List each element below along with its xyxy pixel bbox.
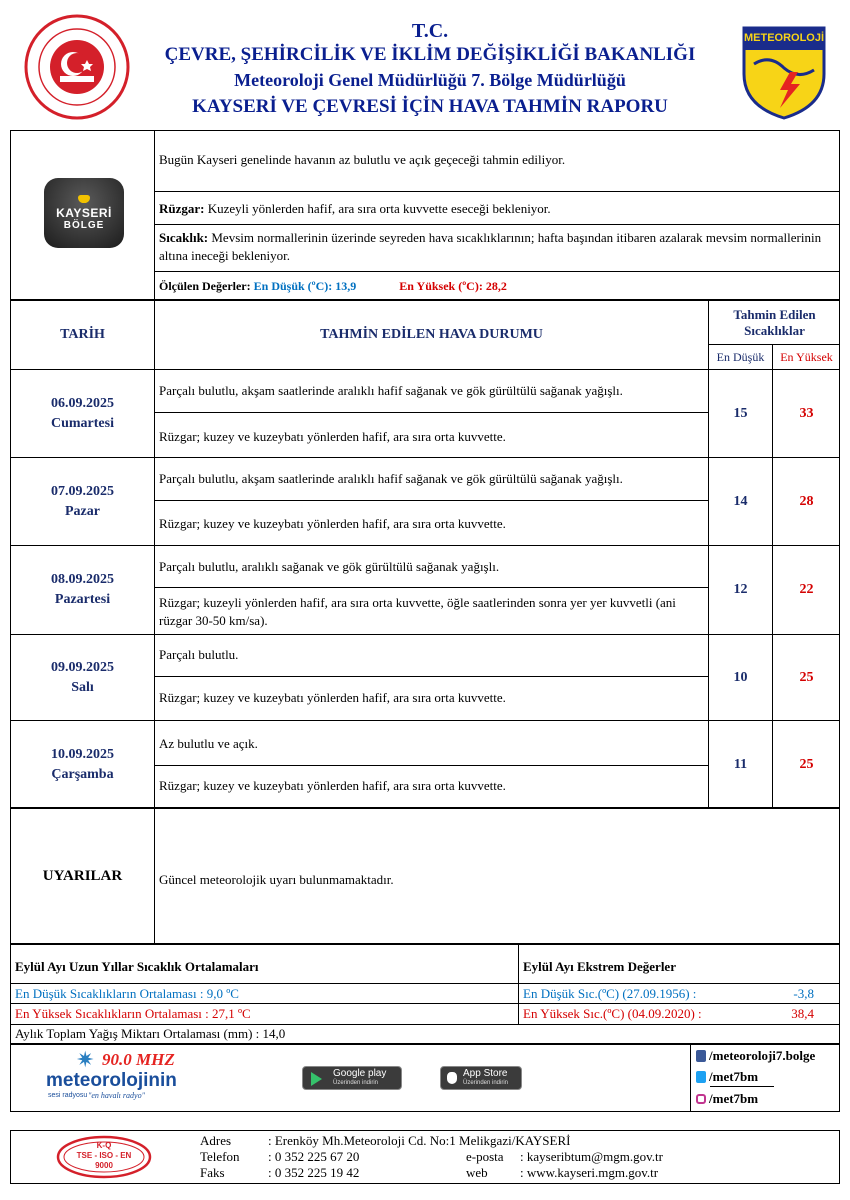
radio-subtitle: sesi radyosu	[48, 1092, 88, 1099]
row-wind: Rüzgar; kuzey ve kuzeybatı yönlerden hafif, ara sıra orta kuvvette.	[159, 690, 506, 705]
climate-avg-max: En Yüksek Sıcaklıkların Ortalaması : 27,1 ºC	[15, 1006, 251, 1021]
row-date-value: 08.09.2025	[51, 572, 114, 587]
row-min-temp: 12	[733, 582, 748, 597]
row-date-value: 09.09.2025	[51, 659, 114, 675]
app-store-subtitle: Üzerinden indirin	[463, 1080, 509, 1086]
summary-general: Bugün Kayseri genelinde havanın az bulutlu ve açık geçeceği tahmin ediliyor.	[159, 152, 566, 167]
row-day-name: Salı	[71, 679, 94, 695]
row-day-name: Pazartesi	[54, 592, 111, 607]
climate-extreme-min-value: -3,8	[793, 986, 814, 1001]
google-play-subtitle: Üzerinden indirin	[333, 1080, 379, 1086]
row-min-temp: 10	[733, 669, 748, 685]
footer-phone-label: Telefon	[200, 1149, 240, 1164]
apple-icon	[447, 1072, 457, 1084]
row-weather: Parçalı bulutlu.	[159, 647, 239, 662]
footer-email-label: e-posta	[466, 1149, 504, 1164]
table-header-temps-line-1: Tahmin Edilen	[733, 307, 816, 322]
radio-star-icon: ✷	[76, 1048, 95, 1073]
table-header-date: TARİH	[60, 326, 105, 342]
google-play-button[interactable]	[302, 1066, 402, 1090]
row-wind: Rüzgar; kuzeyli yönlerden hafif, ara sıra orta kuvvette, öğle saatlerinden sonra yer yer kuvvetli (ani rüzgar 30-50 km/sa).	[159, 595, 676, 628]
row-max-temp: 28	[799, 493, 814, 509]
table-header-temps-line-2: Sıcaklıklar	[744, 323, 805, 338]
climate-extreme-max-value: 38,4	[791, 1006, 814, 1021]
table-header-min: En Düşük	[716, 349, 765, 364]
climate-extreme-max-label: En Yüksek Sıc.(ºC) (04.09.2020) :	[523, 1006, 702, 1021]
summary-temp-label: Sıcaklık:	[159, 230, 209, 245]
header-line-1: T.C.	[411, 20, 449, 42]
row-date	[11, 546, 154, 634]
summary-temp-text: Mevsim normallerinin üzerinde seyreden hava sıcaklıklarının; hafta başından itibaren azalarak mevsim normallerinin altına ineceği bekleniyor.	[159, 230, 822, 263]
row-date	[11, 458, 154, 545]
table-header-max: En Yüksek	[780, 349, 833, 364]
radio-slogan: "en havalı radyo"	[88, 1091, 145, 1100]
row-wind: Rüzgar; kuzey ve kuzeybatı yönlerden hafif, ara sıra orta kuvvette.	[159, 778, 506, 793]
row-max-temp: 33	[799, 405, 814, 421]
row-min-temp: 14	[733, 493, 748, 509]
summary-wind	[155, 200, 839, 218]
google-play-icon	[311, 1072, 322, 1086]
climate-rain: Aylık Toplam Yağış Miktarı Ortalaması (mm) : 14,0	[15, 1026, 286, 1041]
cert-line-2: TSE - ISO - EN	[76, 1151, 132, 1160]
row-max-temp: 22	[799, 582, 814, 597]
social-instagram[interactable]	[696, 1091, 758, 1107]
social-twitter-handle: /met7bm	[709, 1069, 759, 1084]
region-badge-logo-icon	[78, 195, 90, 203]
meteoroloji-logo	[740, 24, 828, 120]
measured-label: Ölçülen Değerler:	[159, 279, 251, 293]
footer-web-label: web	[466, 1165, 488, 1180]
row-weather: Parçalı bulutlu, akşam saatlerinde aralıklı hafif sağanak ve gök gürültülü sağanak yağışlı.	[159, 471, 623, 486]
measured-min: En Düşük (ºC): 13,9	[253, 279, 357, 293]
row-day-name: Çarşamba	[51, 766, 114, 782]
cert-line-3: 9000	[95, 1161, 113, 1170]
footer-address-value: : Erenköy Mh.Meteoroloji Cd. No:1 Melikgazi/KAYSERİ	[268, 1133, 571, 1148]
table-header-temps	[709, 302, 840, 344]
footer-web-link[interactable]: : www.kayseri.mgm.gov.tr	[520, 1165, 659, 1180]
row-date-value: 06.09.2025	[51, 395, 114, 411]
footer-fax-value: : 0 352 225 19 42	[268, 1165, 360, 1180]
row-date	[11, 721, 154, 808]
meteoroloji-logo-text: METEOROLOJİ	[743, 32, 825, 44]
footer-email-link[interactable]: : kayseribtum@mgm.gov.tr	[520, 1149, 663, 1164]
summary-wind-label: Rüzgar:	[159, 201, 205, 216]
social-facebook[interactable]	[696, 1048, 815, 1064]
app-store-title: App Store	[463, 1068, 508, 1079]
row-min-temp: 11	[733, 756, 748, 772]
google-play-title: Google play	[333, 1068, 387, 1079]
row-max-temp: 25	[799, 669, 814, 685]
social-instagram-handle: /met7bm	[709, 1091, 759, 1106]
radio-name: meteorolojinin	[46, 1070, 177, 1091]
table-header-forecast: TAHMİN EDİLEN HAVA DURUMU	[320, 326, 543, 342]
row-wind: Rüzgar; kuzey ve kuzeybatı yönlerden hafif, ara sıra orta kuvvette.	[159, 516, 506, 531]
climate-left-title: Eylül Ayı Uzun Yıllar Sıcaklık Ortalamaları	[15, 959, 259, 974]
row-date-value: 07.09.2025	[51, 483, 114, 499]
social-twitter[interactable]	[696, 1069, 758, 1085]
footer-fax-label: Faks	[200, 1165, 225, 1180]
instagram-icon	[696, 1094, 706, 1104]
warnings-label: UYARILAR	[42, 867, 123, 884]
summary-measured	[155, 277, 839, 295]
row-day-name: Pazar	[65, 503, 100, 519]
region-badge-line-1: KAYSERİ	[56, 206, 112, 220]
app-store-button[interactable]	[440, 1066, 522, 1090]
header-line-2: ÇEVRE, ŞEHİRCİLİK VE İKLİM DEĞİŞİKLİĞİ BAKANLIĞI	[164, 44, 696, 65]
region-badge-line-2: BÖLGE	[63, 220, 105, 231]
row-date	[11, 370, 154, 457]
row-max-temp: 25	[799, 756, 814, 772]
row-weather: Az bulutlu ve açık.	[159, 736, 258, 751]
footer-address-label: Adres	[200, 1133, 232, 1148]
social-facebook-handle: /meteoroloji7.bolge	[709, 1048, 816, 1063]
ministry-seal	[24, 14, 130, 120]
facebook-icon	[696, 1050, 706, 1062]
measured-max: En Yüksek (ºC): 28,2	[399, 279, 507, 293]
climate-avg-min: En Düşük Sıcaklıkların Ortalaması : 9,0 ºC	[15, 986, 239, 1001]
row-min-temp: 15	[733, 405, 748, 421]
tse-certificate	[56, 1135, 152, 1179]
row-date-value: 10.09.2025	[51, 746, 114, 762]
summary-temperature	[155, 229, 839, 265]
warnings-text: Güncel meteorolojik uyarı bulunmamaktadır.	[159, 872, 394, 887]
climate-extreme-min-label: En Düşük Sıc.(ºC) (27.09.1956) :	[523, 986, 697, 1001]
row-weather: Parçalı bulutlu, aralıklı sağanak ve gök gürültülü sağanak yağışlı.	[159, 559, 500, 574]
region-badge	[44, 178, 124, 248]
row-day-name: Cumartesi	[51, 415, 114, 431]
cert-line-1: K-Q	[96, 1141, 112, 1150]
climate-right-title: Eylül Ayı Ekstrem Değerler	[523, 959, 676, 974]
row-weather: Parçalı bulutlu, akşam saatlerinde aralıklı hafif sağanak ve gök gürültülü sağanak yağışlı.	[159, 383, 623, 398]
radio-frequency: 90.0 MHZ	[102, 1050, 175, 1069]
header-line-4: KAYSERİ VE ÇEVRESİ İÇİN HAVA TAHMİN RAPORU	[192, 96, 668, 117]
header-line-3: Meteoroloji Genel Müdürlüğü 7. Bölge Müdürlüğü	[234, 70, 626, 90]
twitter-icon	[696, 1071, 706, 1083]
radio-logo	[46, 1048, 226, 1106]
row-date	[11, 635, 154, 720]
summary-wind-text: Kuzeyli yönlerden hafif, ara sıra orta kuvvette eseceği bekleniyor.	[207, 201, 551, 216]
row-wind: Rüzgar; kuzey ve kuzeybatı yönlerden hafif, ara sıra orta kuvvette.	[159, 429, 506, 444]
footer-phone-value: : 0 352 225 67 20	[268, 1149, 360, 1164]
